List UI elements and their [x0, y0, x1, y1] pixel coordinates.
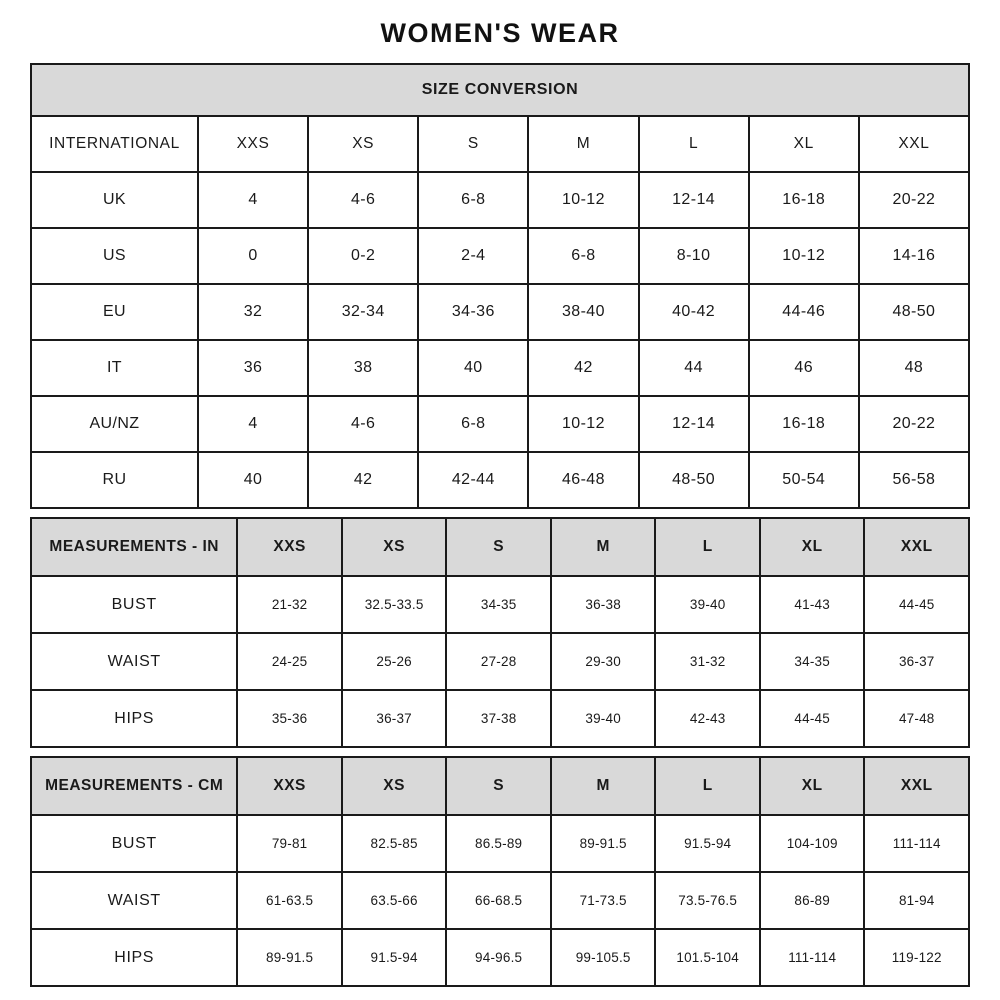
value-cell: 12-14 [639, 396, 749, 452]
value-cell: 38 [308, 340, 418, 396]
row-label: RU [31, 452, 198, 508]
value-cell: 81-94 [864, 872, 969, 929]
value-cell: 86.5-89 [446, 815, 551, 872]
value-cell: 89-91.5 [237, 929, 342, 986]
value-cell: 48-50 [639, 452, 749, 508]
table-row [31, 452, 969, 508]
measurements-in-body [31, 576, 969, 747]
row-label: US [31, 228, 198, 284]
table-row [31, 576, 969, 633]
value-cell: 10-12 [528, 396, 638, 452]
size-header-cell: XXL [859, 116, 969, 172]
value-cell: 99-105.5 [551, 929, 656, 986]
size-header-cell: XS [342, 518, 447, 576]
value-cell: 86-89 [760, 872, 865, 929]
table-row [31, 172, 969, 228]
size-header-cell: XXS [237, 757, 342, 815]
value-cell: 12-14 [639, 172, 749, 228]
value-cell: 48 [859, 340, 969, 396]
value-cell: 39-40 [655, 576, 760, 633]
size-header-cell: S [446, 757, 551, 815]
row-label: INTERNATIONAL [31, 116, 198, 172]
size-conversion-header-row [31, 64, 969, 116]
value-cell: 6-8 [418, 396, 528, 452]
size-header-cell: S [446, 518, 551, 576]
row-label: HIPS [31, 690, 237, 747]
value-cell: 42 [528, 340, 638, 396]
value-cell: 56-58 [859, 452, 969, 508]
value-cell: 44-45 [864, 576, 969, 633]
table-row [31, 872, 969, 929]
measurements-header-row [31, 518, 969, 576]
value-cell: 0-2 [308, 228, 418, 284]
table-row [31, 228, 969, 284]
size-header-cell: L [655, 518, 760, 576]
size-header-cell: XXS [198, 116, 308, 172]
value-cell: 4 [198, 172, 308, 228]
value-cell: 10-12 [749, 228, 859, 284]
value-cell: 4 [198, 396, 308, 452]
size-header-cell: S [418, 116, 528, 172]
value-cell: 32.5-33.5 [342, 576, 447, 633]
table-row [31, 340, 969, 396]
row-label: WAIST [31, 872, 237, 929]
value-cell: 44-45 [760, 690, 865, 747]
table-row [31, 690, 969, 747]
value-cell: 36-37 [342, 690, 447, 747]
value-cell: 91.5-94 [342, 929, 447, 986]
value-cell: 42 [308, 452, 418, 508]
value-cell: 20-22 [859, 396, 969, 452]
size-header-cell: XL [749, 116, 859, 172]
value-cell: 101.5-104 [655, 929, 760, 986]
value-cell: 29-30 [551, 633, 656, 690]
table-gap [30, 748, 970, 756]
row-label: HIPS [31, 929, 237, 986]
value-cell: 2-4 [418, 228, 528, 284]
measurements-cm-head [31, 757, 969, 815]
measurements-cm-body [31, 815, 969, 986]
value-cell: 20-22 [859, 172, 969, 228]
value-cell: 31-32 [655, 633, 760, 690]
size-header-cell: L [655, 757, 760, 815]
value-cell: 36-37 [864, 633, 969, 690]
value-cell: 40-42 [639, 284, 749, 340]
size-header-cell: M [551, 757, 656, 815]
size-header-cell: XL [760, 518, 865, 576]
value-cell: 34-36 [418, 284, 528, 340]
value-cell: 10-12 [528, 172, 638, 228]
table-row [31, 284, 969, 340]
measurements-title: MEASUREMENTS - IN [31, 518, 237, 576]
value-cell: 94-96.5 [446, 929, 551, 986]
measurements-in-head [31, 518, 969, 576]
value-cell: 71-73.5 [551, 872, 656, 929]
value-cell: 4-6 [308, 396, 418, 452]
value-cell: 32-34 [308, 284, 418, 340]
page-title: WOMEN'S WEAR [380, 18, 620, 48]
value-cell: 66-68.5 [446, 872, 551, 929]
size-conversion-table [30, 63, 970, 509]
value-cell: 42-44 [418, 452, 528, 508]
size-header-cell: M [551, 518, 656, 576]
size-header-cell: XXL [864, 757, 969, 815]
value-cell: 32 [198, 284, 308, 340]
value-cell: 34-35 [446, 576, 551, 633]
value-cell: 40 [418, 340, 528, 396]
row-label: WAIST [31, 633, 237, 690]
value-cell: 6-8 [528, 228, 638, 284]
value-cell: 8-10 [639, 228, 749, 284]
value-cell: 38-40 [528, 284, 638, 340]
row-label: BUST [31, 576, 237, 633]
value-cell: 16-18 [749, 396, 859, 452]
value-cell: 119-122 [864, 929, 969, 986]
international-row [31, 116, 969, 172]
value-cell: 111-114 [760, 929, 865, 986]
value-cell: 41-43 [760, 576, 865, 633]
size-header-cell: XXL [864, 518, 969, 576]
value-cell: 42-43 [655, 690, 760, 747]
value-cell: 111-114 [864, 815, 969, 872]
value-cell: 48-50 [859, 284, 969, 340]
row-label: EU [31, 284, 198, 340]
value-cell: 73.5-76.5 [655, 872, 760, 929]
value-cell: 46 [749, 340, 859, 396]
value-cell: 36 [198, 340, 308, 396]
value-cell: 4-6 [308, 172, 418, 228]
row-label: AU/NZ [31, 396, 198, 452]
value-cell: 89-91.5 [551, 815, 656, 872]
value-cell: 79-81 [237, 815, 342, 872]
size-conversion-title: SIZE CONVERSION [31, 64, 969, 116]
value-cell: 36-38 [551, 576, 656, 633]
size-header-cell: XS [308, 116, 418, 172]
value-cell: 21-32 [237, 576, 342, 633]
value-cell: 39-40 [551, 690, 656, 747]
size-header-cell: M [528, 116, 638, 172]
value-cell: 91.5-94 [655, 815, 760, 872]
value-cell: 82.5-85 [342, 815, 447, 872]
value-cell: 25-26 [342, 633, 447, 690]
measurements-in-table [30, 517, 970, 748]
table-row [31, 396, 969, 452]
value-cell: 63.5-66 [342, 872, 447, 929]
value-cell: 44 [639, 340, 749, 396]
value-cell: 61-63.5 [237, 872, 342, 929]
table-gap [30, 509, 970, 517]
value-cell: 34-35 [760, 633, 865, 690]
value-cell: 16-18 [749, 172, 859, 228]
size-header-cell: XXS [237, 518, 342, 576]
value-cell: 50-54 [749, 452, 859, 508]
row-label: BUST [31, 815, 237, 872]
measurements-cm-table [30, 756, 970, 987]
measurements-header-row [31, 757, 969, 815]
measurements-title: MEASUREMENTS - CM [31, 757, 237, 815]
size-header-cell: L [639, 116, 749, 172]
size-conversion-body [31, 116, 969, 508]
value-cell: 44-46 [749, 284, 859, 340]
value-cell: 6-8 [418, 172, 528, 228]
value-cell: 40 [198, 452, 308, 508]
row-label: UK [31, 172, 198, 228]
table-row [31, 815, 969, 872]
value-cell: 0 [198, 228, 308, 284]
value-cell: 47-48 [864, 690, 969, 747]
value-cell: 46-48 [528, 452, 638, 508]
value-cell: 24-25 [237, 633, 342, 690]
size-header-cell: XS [342, 757, 447, 815]
row-label: IT [31, 340, 198, 396]
value-cell: 14-16 [859, 228, 969, 284]
table-row [31, 633, 969, 690]
value-cell: 37-38 [446, 690, 551, 747]
table-row [31, 929, 969, 986]
value-cell: 27-28 [446, 633, 551, 690]
value-cell: 104-109 [760, 815, 865, 872]
value-cell: 35-36 [237, 690, 342, 747]
size-header-cell: XL [760, 757, 865, 815]
